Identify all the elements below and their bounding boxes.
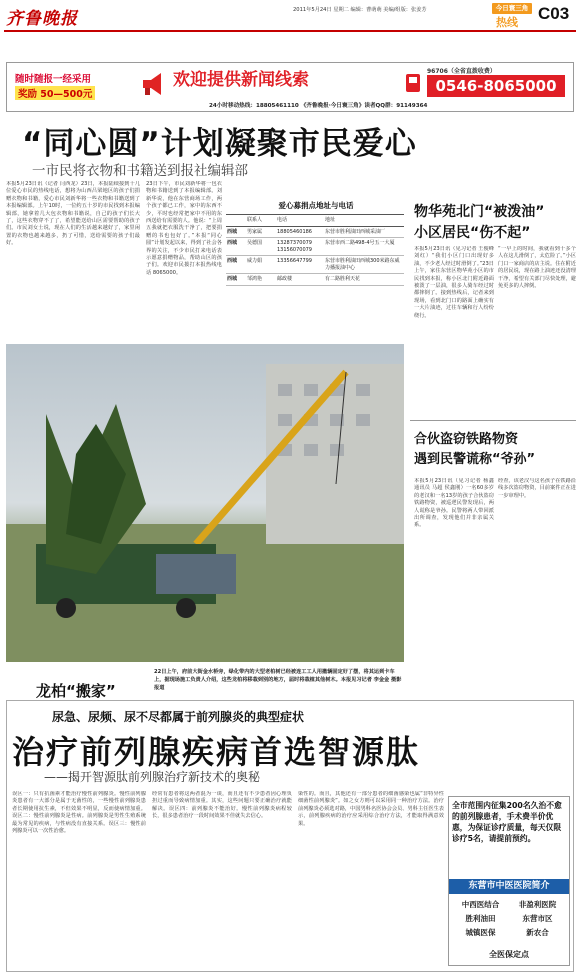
table-cell: 西城 [227, 228, 238, 235]
sidebar-ad [448, 796, 570, 966]
megaphone-icon [139, 69, 169, 99]
table-header-address: 地址 [325, 217, 336, 223]
story3-column-2: 经查，该老汉与这名孩子在铁路沿线多次盗窃物资，目前案件正在进一步审理中。 [498, 478, 576, 499]
table-cell: 西城 [227, 240, 238, 246]
table-cell: 13287370079 13156070079 [277, 240, 312, 253]
main-headline: “同心圆”计划凝聚市民爱心 [22, 126, 417, 162]
story3-title-line2: 遇到民警谎称“爷孙” [414, 452, 536, 467]
story3-title-line1: 合伙盗窃铁路物资 [414, 432, 519, 447]
photo-label: 龙柏“搬家” [36, 682, 116, 700]
table-cell: 邮政楼 [277, 276, 293, 282]
table-cell: 18805460186 [277, 228, 312, 235]
crane-photo [6, 344, 404, 662]
sidebar-cells [452, 899, 566, 938]
masthead [0, 0, 580, 32]
sidebar-hospital-title: 东营市中医医院简介 [449, 879, 569, 894]
table-row [226, 238, 404, 256]
main-column-1: 本报5月23日讯（记者 闫西龙）23日，本报陆续接到十几位爱心市民的热线电话，想将为山西吕梁地区的孩子们捐赠衣物和书籍，爱心市民刘新华将一些衣物和书籍送到了本报编辑部。上午10时，一位约五十岁的市民找到本报编辑部，她拿着几大包衣物和书籍说，自己的孩子们长大了，这些衣物穿不了了，希望能送给山区需要帮助的孩子们。市民刘女士说，现在人们的生活越来越好了，家里闲置的衣物也越来越多，扔了可惜，送给需要的孩子们最好。 [6, 181, 140, 247]
table-cell: 东营市胜利油田西城采油厂 [325, 228, 386, 235]
story2-column-1: 本报5月23日讯（见习记者 王俊峰 刘红）“我们小区门口出现好多油，不少老人经过时滑倒了。”23日上午，家住东营区物华苑小区的市民找到本报，称小区北门附近路面被泼了一层油，很多人骑车经过时都摔倒了。接到热线后，记者来到现场，看到北门口的路面上确实有一大片油迹，过往车辆和行人纷纷绕行。 [414, 246, 494, 319]
masthead-tab: 今日寰三角 [492, 3, 532, 14]
sidebar-ad-text: 全市范围内征集200名久治不愈的前列腺患者，手术费半价优惠，为保证诊疗质量，每天仅限诊疗5名，请提前预约。 [452, 801, 562, 843]
story2-title-line1: 物华苑北门“被泼油” [414, 204, 545, 220]
table-row [226, 256, 404, 274]
banner-reward-amount: 奖励 50—500元 [15, 86, 95, 100]
banner-hotline-number: 0546-8065000 [427, 75, 565, 97]
sidebar-cell-5: 城镇医保 [465, 928, 496, 937]
table-cell: 13356647799 [277, 258, 312, 264]
hotline-banner [6, 62, 574, 112]
health-column-1: 误区一：只有抗菌素才能治疗慢性前列腺炎。慢性前列腺炎患者有一大部分是属于无菌性的，一些慢性前列腺炎患者长期使用抗生素，不但效果不明显，反而使病情加重。误区二：慢性前列腺炎是性病。前列腺炎是男性生殖系统最为常见的疾病，与性病没有直接关系。误区三：慢性前列腺炎可以一次性治愈。 [12, 791, 146, 835]
story2-column-2: “一早上的时间，我就看到十多个人在这儿滑倒了，太危险了。”小区门口一家商店的店主说。住在附近的居民说，现在路上油迹还没清理干净，希望有关部门尽快处理，避免更多的人摔倒。 [498, 246, 576, 290]
donation-table-title: 爱心募捐点地址与电话 [278, 201, 354, 210]
story3-column-1: 本报5月23日讯（见习记者 杨鑫 通讯员 马超 侯鑫刚）一名60多岁的老汉和一名13岁的孩子合伙盗窃铁路物资，被巡逻民警发现后，两人谎称是爷孙。民警将两人带回派出所调查，发现他们并非亲属关系。 [414, 478, 494, 529]
banner-reward-box [11, 69, 139, 105]
masthead-page-number: C03 [538, 4, 570, 23]
main-subheadline: 一市民将衣物和书籍送到报社编辑部 [32, 163, 248, 179]
donation-table [226, 200, 406, 286]
table-cell: 东营市胜利油田西城300米路东威力播报油中心 [325, 258, 400, 271]
masthead-rule [4, 30, 576, 32]
sidebar-cell-3: 胜利油田 [465, 914, 496, 923]
banner-reward-text: 随时随报一经采用 [15, 74, 92, 85]
sidebar-footer: 全医保定点 [489, 950, 529, 959]
banner-info-line: 24小时移动热线：18805461110 《齐鲁晚报·今日寰三角》读者QQ群：91149364 [209, 103, 428, 109]
health-subheadline: ——揭开智源肽前列腺治疗新技术的奥秘 [44, 770, 261, 784]
table-cell: 有二路胜利天花 [325, 276, 361, 282]
table-cell: 西城 [227, 258, 238, 264]
table-header-row [226, 215, 404, 227]
table-header-contact: 联系人 [247, 217, 263, 223]
phone-icon [403, 72, 423, 94]
banner-hotline-label: 96706（全省直拨收费） [427, 68, 496, 75]
table-row [226, 226, 404, 238]
banner-title: 欢迎提供新闻线索 [173, 70, 309, 90]
masthead-section: 热线 [496, 16, 518, 29]
health-column-2: 经常有患者将这两者混为一谈，而且还有不少患者因心理负担过重而导致病情加重。其实，这些问题只要正确治疗就能解决。误区四：前列腺炎不能治好。慢性前列腺炎病程较长，很多患者治疗一段时间效果不佳就失去信心。 [152, 791, 292, 820]
main-column-2: 23日下午，市民刘新华将一包衣物和书籍送到了本报编辑部。刘新华说，他在东营商场工作，两个孩子都已工作，家中的东西不少，平时也经常把家中不用的东西送给有需要的人。他说：“上周五我就把衣服洗干净了，把要捐赠的书也包好了。”本报“同心圆”计划发起以来，得到了社会各界的关注，不少市民打来电话表示愿意捐赠物品，帮助山区的孩子们。欢迎市民拨打本报热线电话 8065000。 [146, 181, 222, 276]
masthead-logo: 齐鲁晚报 [6, 9, 78, 29]
health-column-3: 染性的。而且，其他还有一部分患者的细菌感染也属“非特异性细菌性前列腺炎”。如之女方则可以采用同一种治疗方法。治疗前列腺炎必须选对路，中国男科名医协会会员、男科主任医生表示，前列腺疾病的治疗应采用综合治疗方法，才能取得满意效果。 [298, 791, 444, 827]
table-header-phone: 电话 [277, 217, 288, 223]
donation-table-grid [226, 214, 404, 286]
sidebar-cell-2: 非盈利医院 [518, 900, 557, 909]
health-kicker: 尿急、尿频、尿不尽都属于前列腺炎的典型症状 [52, 710, 305, 724]
story2-divider [410, 420, 576, 421]
photo-caption: 22日上午，府前大街金水桥旁，绿化带内的大型老柏树已经被连工工人用撤辆固定好了摆，将其运到卡车上，据现场施工负责人介绍，这些龙柏将移栽到别的地方，届时将栽植其他树木。本报见习记者 李金金 摄影报道 [154, 669, 402, 691]
table-cell: 威力娟 [247, 258, 263, 264]
health-headline: 治疗前列腺疾病首选智源肽 [12, 733, 421, 771]
table-cell: 东营市西二路498-4号五一大厦 [325, 240, 395, 246]
table-cell: 邹鸿艳 [247, 276, 263, 282]
sidebar-cell-1: 中西医结合 [461, 900, 500, 909]
story2-title-line2: 小区居民“伤不起” [414, 225, 531, 241]
sidebar-cell-6: 新农合 [526, 928, 549, 937]
table-cell: 男家属 [247, 228, 263, 235]
table-row [226, 274, 404, 286]
sidebar-cell-4: 东营市区 [522, 914, 553, 923]
table-cell: 西城 [227, 276, 238, 282]
table-cell: 吴德国 [247, 240, 263, 246]
masthead-date-line: 2011年5月24日 星期二 编辑：曹萌萌 美编/组版：张姜芳 [293, 7, 427, 13]
